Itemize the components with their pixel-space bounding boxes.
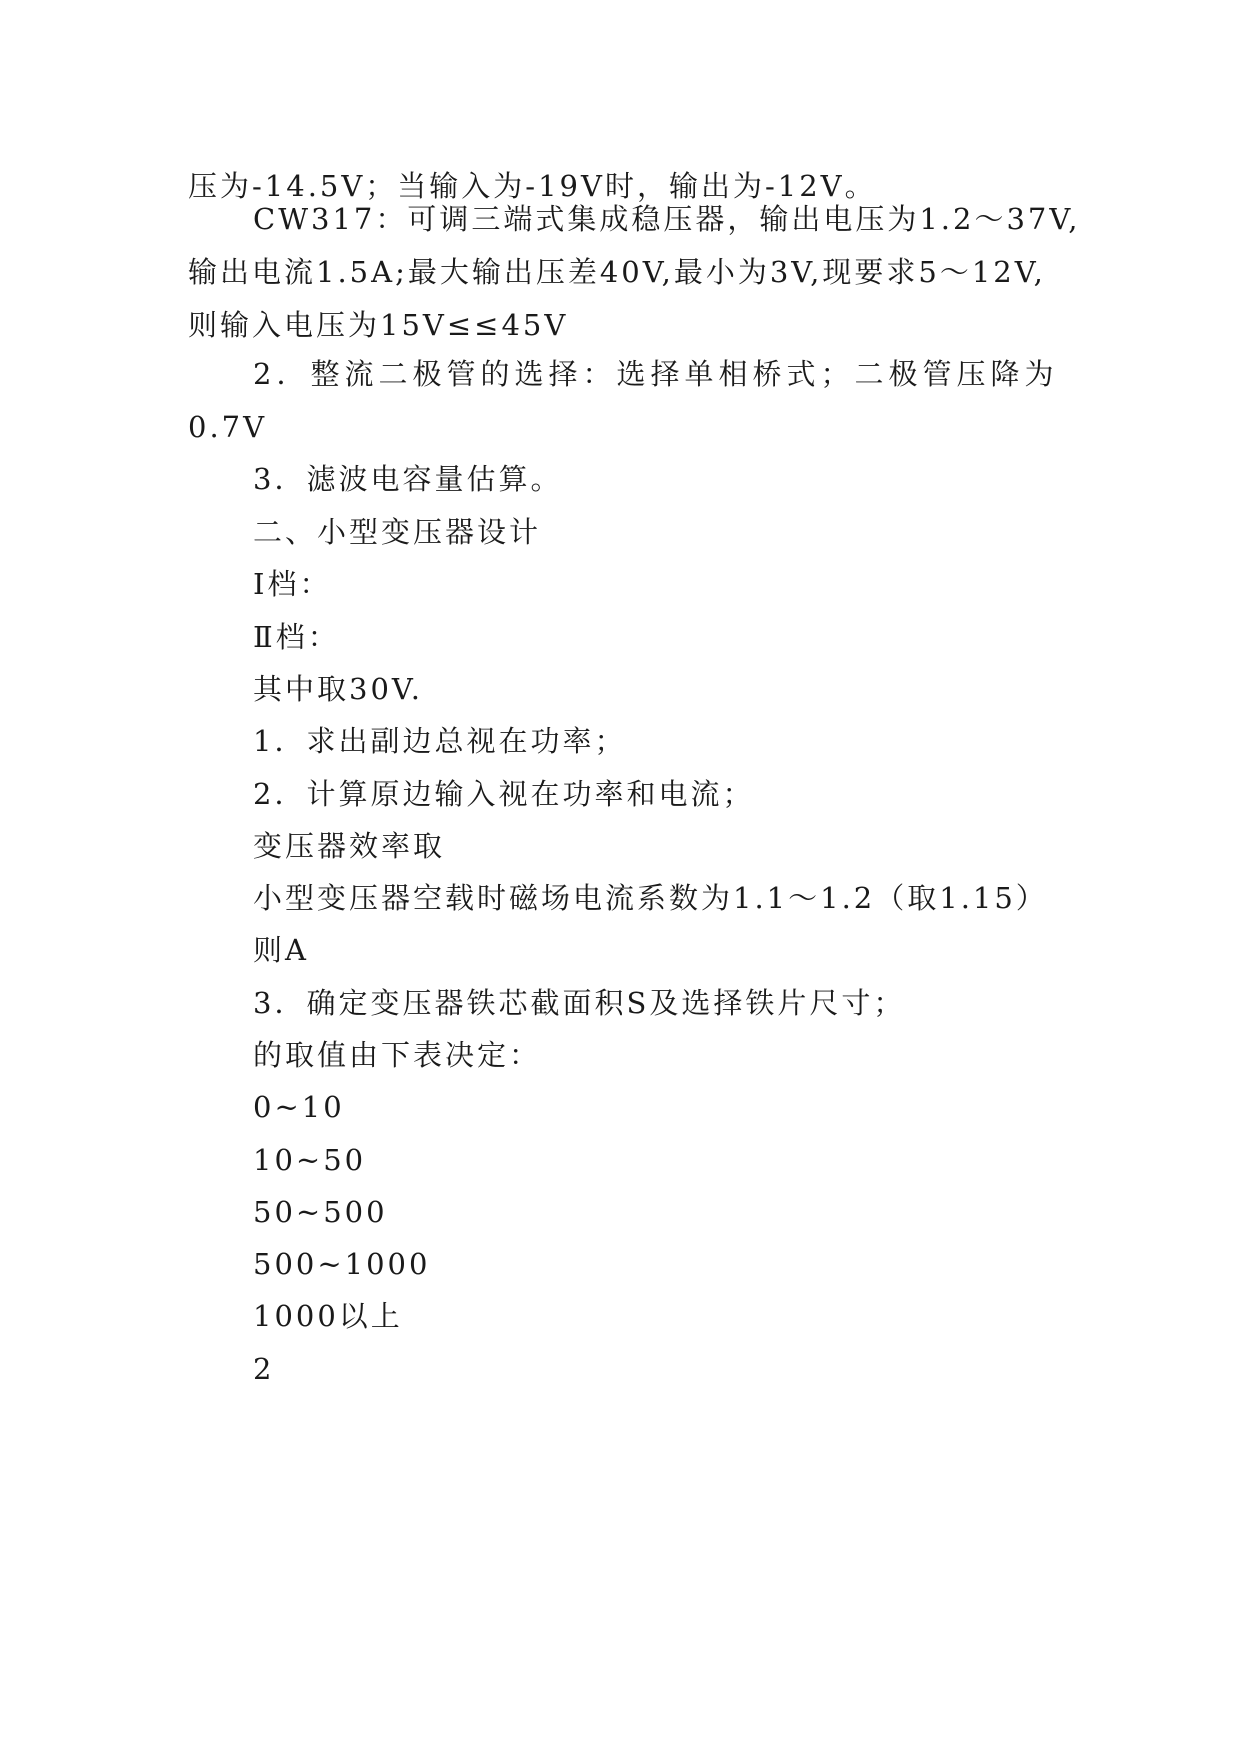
text-line: 2．计算原边输入视在功率和电流； <box>253 777 755 811</box>
text-line: 变压器效率取 <box>253 829 446 863</box>
table-value: 0~10 <box>253 1090 345 1124</box>
text-line: 1．求出副边总视在功率； <box>253 724 627 758</box>
text-line: 则输入电压为15V≤≤45V <box>188 308 569 342</box>
table-value: 2 <box>253 1352 275 1386</box>
text-line: 则A <box>253 933 309 967</box>
table-value: 10~50 <box>253 1143 367 1177</box>
table-value: 1000以上 <box>253 1299 403 1333</box>
text-line: 其中取30V. <box>253 672 423 706</box>
text-line: 0.7V <box>188 410 268 444</box>
text-line: 的取值由下表决定： <box>253 1038 542 1072</box>
text-line: 3．确定变压器铁芯截面积S及选择铁片尺寸； <box>253 986 906 1020</box>
text-line: CW317：可调三端式集成稳压器，输出电压为1.2～37V, <box>253 202 1081 236</box>
text-line: 压为-14.5V；当输入为-19V时，输出为-12V。 <box>188 169 877 203</box>
table-value: 500~1000 <box>253 1247 431 1281</box>
text-line: Ⅰ档： <box>253 567 332 601</box>
table-value: 50~500 <box>253 1195 388 1229</box>
text-line: 2．整流二极管的选择：选择单相桥式；二极管压降为 <box>253 357 1059 391</box>
text-line: Ⅱ档： <box>253 620 340 654</box>
section-heading: 二、小型变压器设计 <box>253 515 542 549</box>
text-line: 小型变压器空载时磁场电流系数为1.1～1.2（取1.15） <box>253 881 1048 915</box>
text-line: 输出电流1.5A;最大输出压差40V,最小为3V,现要求5～12V, <box>188 255 1046 289</box>
text-line: 3．滤波电容量估算。 <box>253 462 563 496</box>
